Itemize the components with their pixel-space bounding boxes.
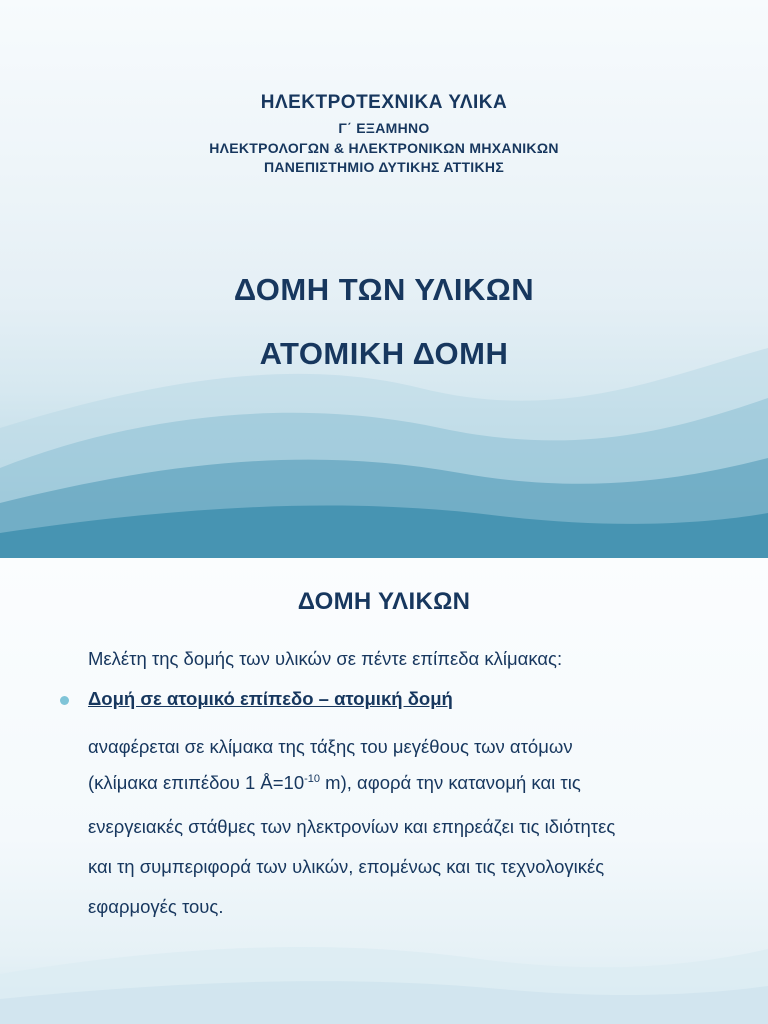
intro-text: Μελέτη της δομής των υλικών σε πέντε επίπεδα κλίμακας:: [88, 648, 563, 669]
body-line-2: [88, 772, 581, 794]
slide-title-line2: ΑΤΟΜΙΚΗ ΔΟΜΗ: [259, 336, 509, 371]
body-line-3: ενεργειακές στάθμες των ηλεκτρονίων και επηρεάζει τις ιδιότητες: [88, 816, 616, 837]
bullet-heading: Δομή σε ατομικό επίπεδο – ατομική δομή: [88, 688, 453, 709]
body-line-2-end: m), αφορά την κατανομή και τις: [320, 772, 581, 793]
body-line-4: και τη συμπεριφορά των υλικών, επομένως και τις τεχνολογικές: [88, 856, 605, 877]
body-line-2-start: (κλίμακα επιπέδου 1 Å=10: [88, 772, 305, 793]
body-line-5: εφαρμογές τους.: [88, 896, 224, 917]
section-heading: [0, 588, 768, 616]
section-heading-text: ΔΟΜΗ ΥΛΙΚΩΝ: [297, 588, 471, 615]
department-label: ΗΛΕΚΤΡΟΛΟΓΩΝ & ΗΛΕΚΤΡΟΝΙΚΩΝ ΜΗΧΑΝΙΚΩΝ: [209, 140, 559, 156]
course-title: ΗΛΕΚΤΡΟΤΕΧΝΙΚΑ ΥΛΙΚΑ: [260, 92, 508, 113]
university-label: ΠΑΝΕΠΙΣΤΗΜΙΟ ΔΥΤΙΚΗΣ ΑΤΤΙΚΗΣ: [263, 159, 505, 175]
slide-title-line1: ΔΟΜΗ ΤΩΝ ΥΛΙΚΩΝ: [233, 272, 535, 307]
bullet-dot-icon: [60, 696, 69, 705]
body-line-1: αναφέρεται σε κλίμακα της τάξης του μεγέθους των ατόμων: [88, 736, 573, 757]
exponent: -10: [304, 773, 321, 785]
semester-label: Γ΄ ΕΞΑΜΗΝΟ: [338, 120, 430, 136]
